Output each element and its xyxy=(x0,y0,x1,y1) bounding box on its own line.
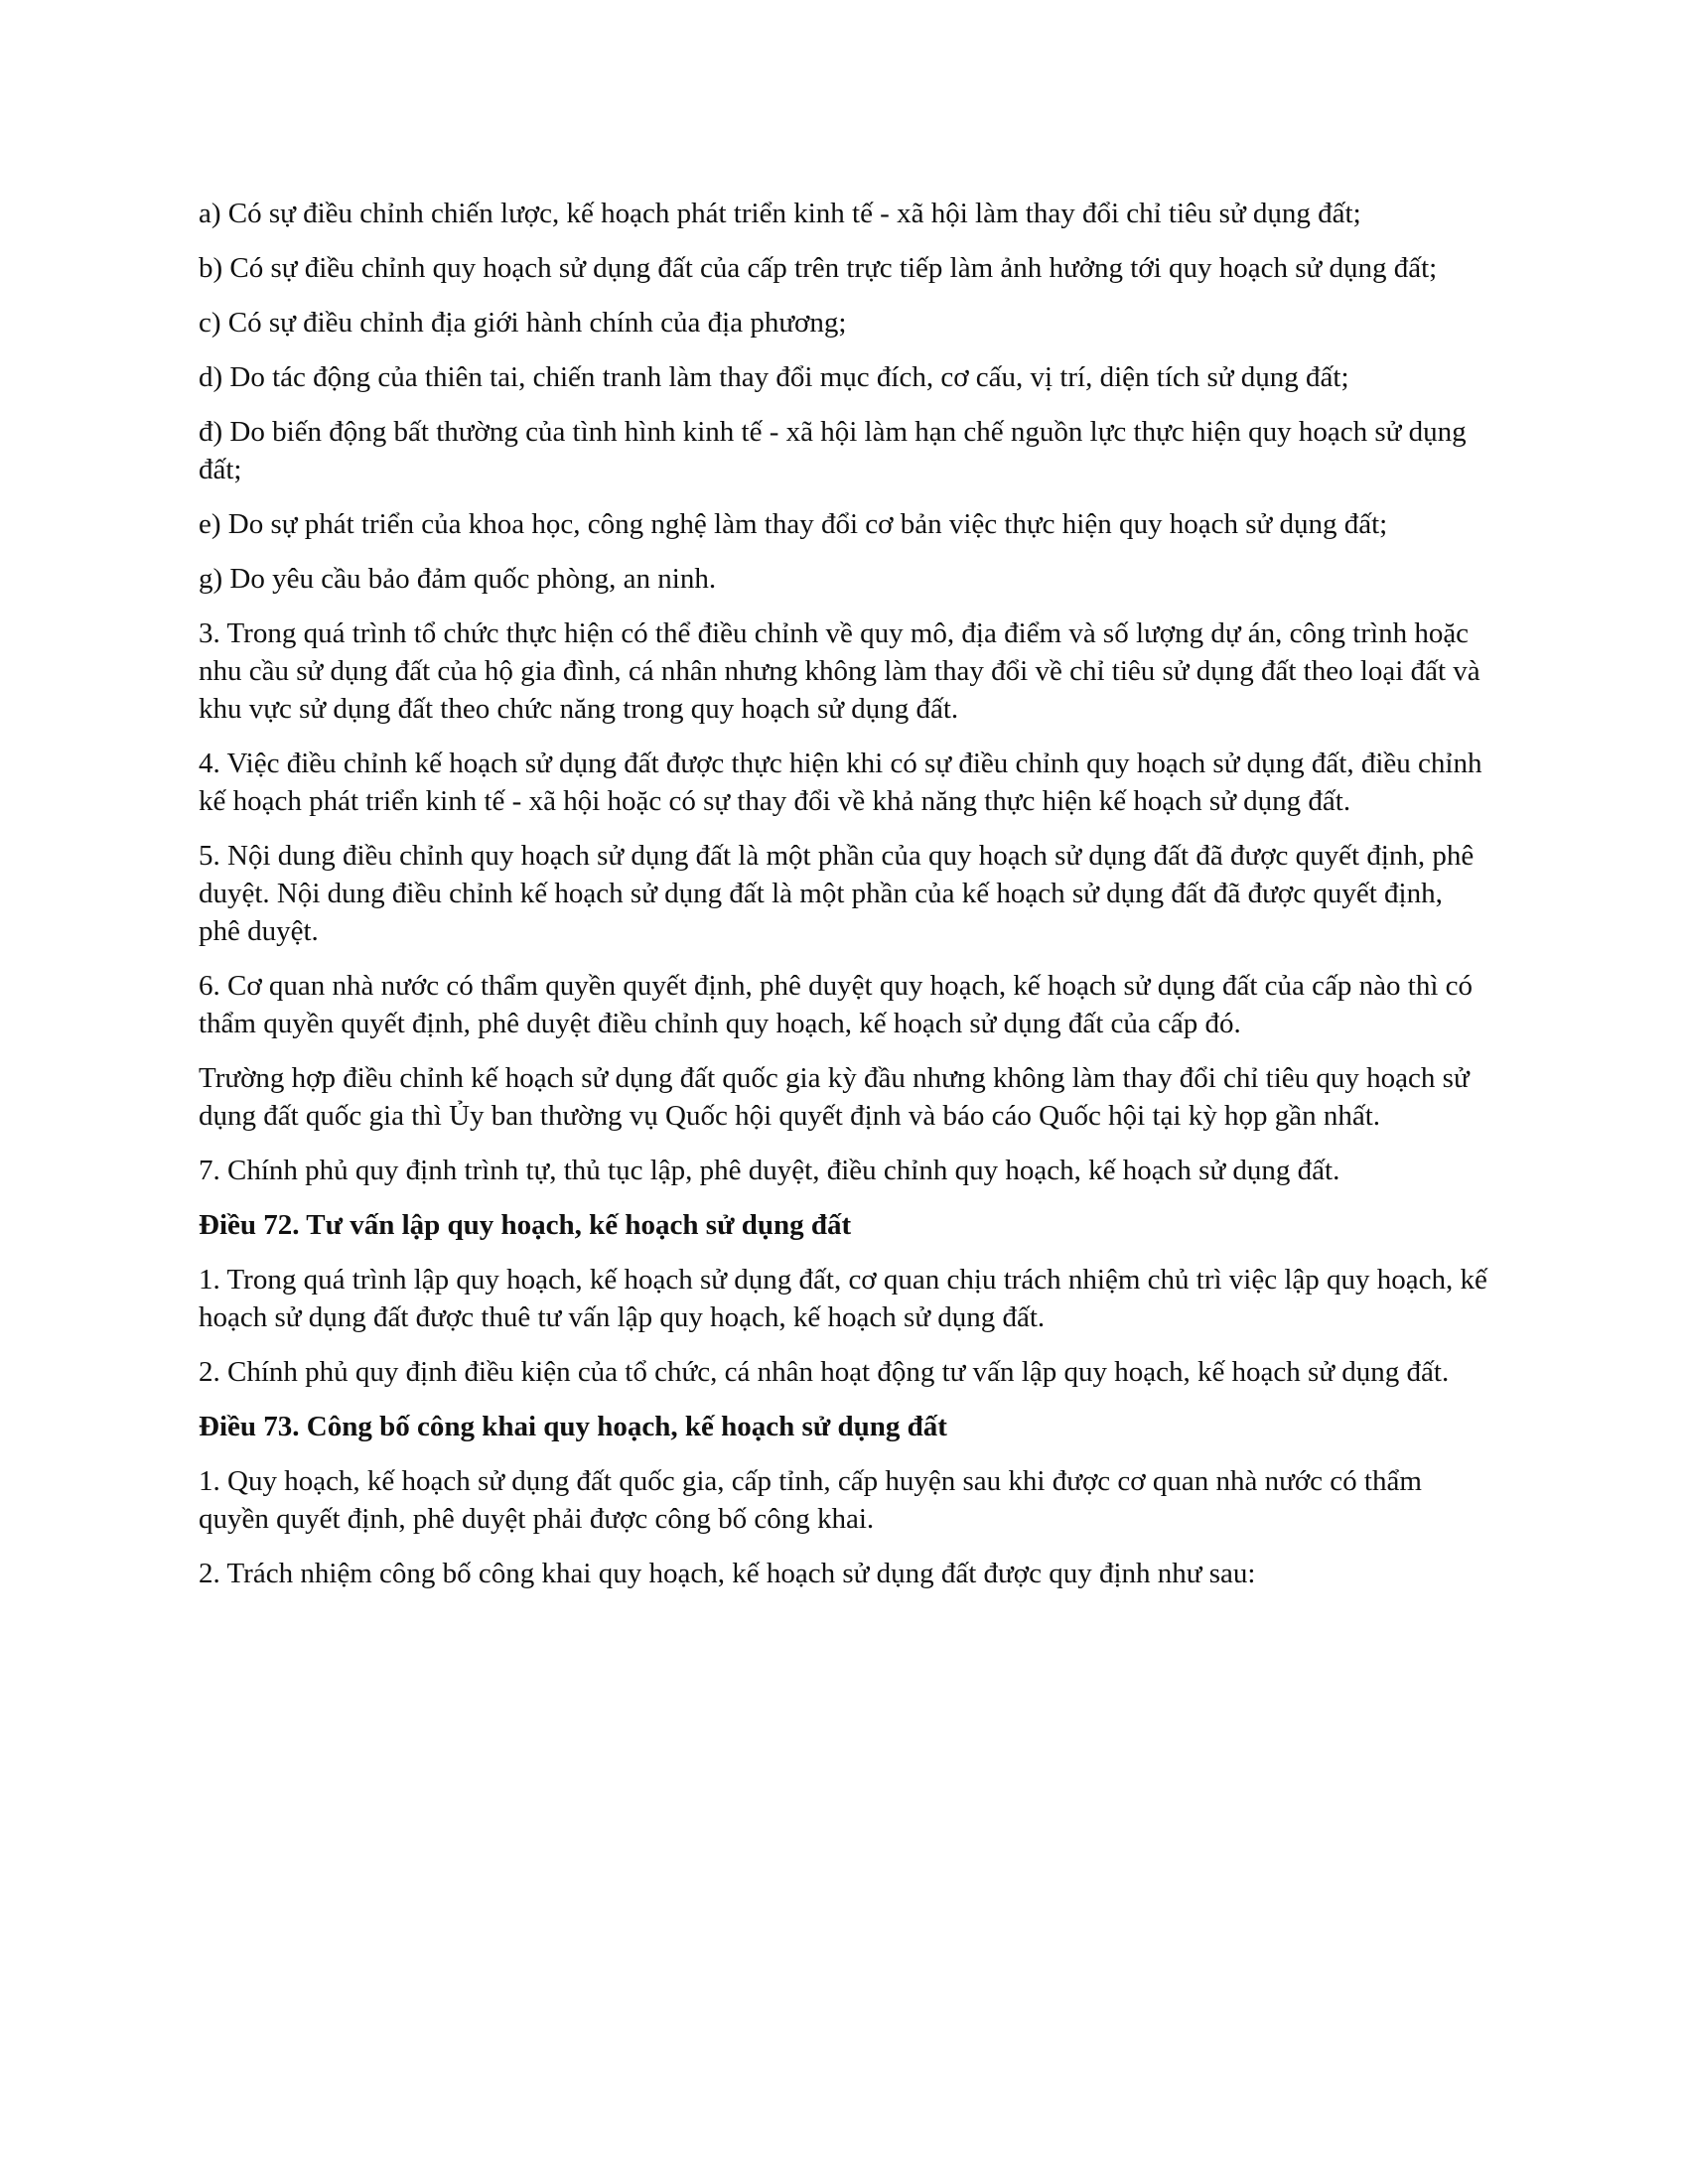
paragraph-clause-5: 5. Nội dung điều chỉnh quy hoạch sử dụng đất là một phần của quy hoạch sử dụng đất đã được quyết định, phê duyệt. Nội dung điều chỉnh kế hoạch sử dụng đất là một phần của kế hoạch sử dụng đất đã được quyết định, phê duyệt. xyxy=(199,840,1475,947)
paragraph-article-73-clause-2: 2. Trách nhiệm công bố công khai quy hoạch, kế hoạch sử dụng đất được quy định như sau: xyxy=(199,1558,1256,1589)
paragraph-clause-6: 6. Cơ quan nhà nước có thẩm quyền quyết định, phê duyệt quy hoạch, kế hoạch sử dụng đất của cấp nào thì có thẩm quyền quyết định, phê duyệt điều chỉnh quy hoạch, kế hoạch sử dụng đất của cấp đó. xyxy=(199,970,1473,1039)
paragraph-item-g: g) Do yêu cầu bảo đảm quốc phòng, an ninh. xyxy=(199,563,717,595)
paragraph-article-72-clause-2: 2. Chính phủ quy định điều kiện của tổ chức, cá nhân hoạt động tư vấn lập quy hoạch, kế hoạch sử dụng đất. xyxy=(199,1356,1450,1388)
article-73-heading: Điều 73. Công bố công khai quy hoạch, kế hoạch sử dụng đất xyxy=(199,1411,947,1442)
paragraph-item-a: a) Có sự điều chỉnh chiến lược, kế hoạch phát triển kinh tế - xã hội làm thay đổi chỉ tiêu sử dụng đất; xyxy=(199,198,1361,229)
paragraph-item-dd: đ) Do biến động bất thường của tình hình kinh tế - xã hội làm hạn chế nguồn lực thực hiện quy hoạch sử dụng đất; xyxy=(199,416,1467,485)
article-72-heading: Điều 72. Tư vấn lập quy hoạch, kế hoạch sử dụng đất xyxy=(199,1209,852,1241)
paragraph-item-d: d) Do tác động của thiên tai, chiến tranh làm thay đổi mục đích, cơ cấu, vị trí, diện tích sử dụng đất; xyxy=(199,361,1349,393)
paragraph-item-e: e) Do sự phát triển của khoa học, công nghệ làm thay đổi cơ bản việc thực hiện quy hoạch sử dụng đất; xyxy=(199,508,1388,540)
paragraph-clause-7: 7. Chính phủ quy định trình tự, thủ tục lập, phê duyệt, điều chỉnh quy hoạch, kế hoạch sử dụng đất. xyxy=(199,1155,1340,1186)
paragraph-item-c: c) Có sự điều chỉnh địa giới hành chính của địa phương; xyxy=(199,307,847,339)
paragraph-clause-3: 3. Trong quá trình tổ chức thực hiện có thể điều chỉnh về quy mô, địa điểm và số lượng dự án, công trình hoặc nhu cầu sử dụng đất của hộ gia đình, cá nhân nhưng không làm thay đổi về chỉ tiêu sử dụng đất theo loại đất và khu vực sử dụng đất theo chức năng trong quy hoạch sử dụng đất. xyxy=(199,617,1480,725)
paragraph-article-72-clause-1: 1. Trong quá trình lập quy hoạch, kế hoạch sử dụng đất, cơ quan chịu trách nhiệm chủ trì việc lập quy hoạch, kế hoạch sử dụng đất được thuê tư vấn lập quy hoạch, kế hoạch sử dụng đất. xyxy=(199,1264,1487,1333)
document-page xyxy=(199,195,1489,1609)
paragraph-clause-4: 4. Việc điều chỉnh kế hoạch sử dụng đất được thực hiện khi có sự điều chỉnh quy hoạch sử dụng đất, điều chỉnh kế hoạch phát triển kinh tế - xã hội hoặc có sự thay đổi về khả năng thực hiện kế hoạch sử dụng đất. xyxy=(199,748,1482,817)
paragraph-article-73-clause-1: 1. Quy hoạch, kế hoạch sử dụng đất quốc gia, cấp tỉnh, cấp huyện sau khi được cơ quan nhà nước có thẩm quyền quyết định, phê duyệt phải được công bố công khai. xyxy=(199,1465,1422,1535)
paragraph-item-b: b) Có sự điều chỉnh quy hoạch sử dụng đất của cấp trên trực tiếp làm ảnh hưởng tới quy hoạch sử dụng đất; xyxy=(199,252,1438,284)
paragraph-clause-6-case: Trường hợp điều chỉnh kế hoạch sử dụng đất quốc gia kỳ đầu nhưng không làm thay đổi chỉ tiêu quy hoạch sử dụng đất quốc gia thì Ủy ban thường vụ Quốc hội quyết định và báo cáo Quốc hội tại kỳ họp gần nhất. xyxy=(199,1062,1470,1132)
